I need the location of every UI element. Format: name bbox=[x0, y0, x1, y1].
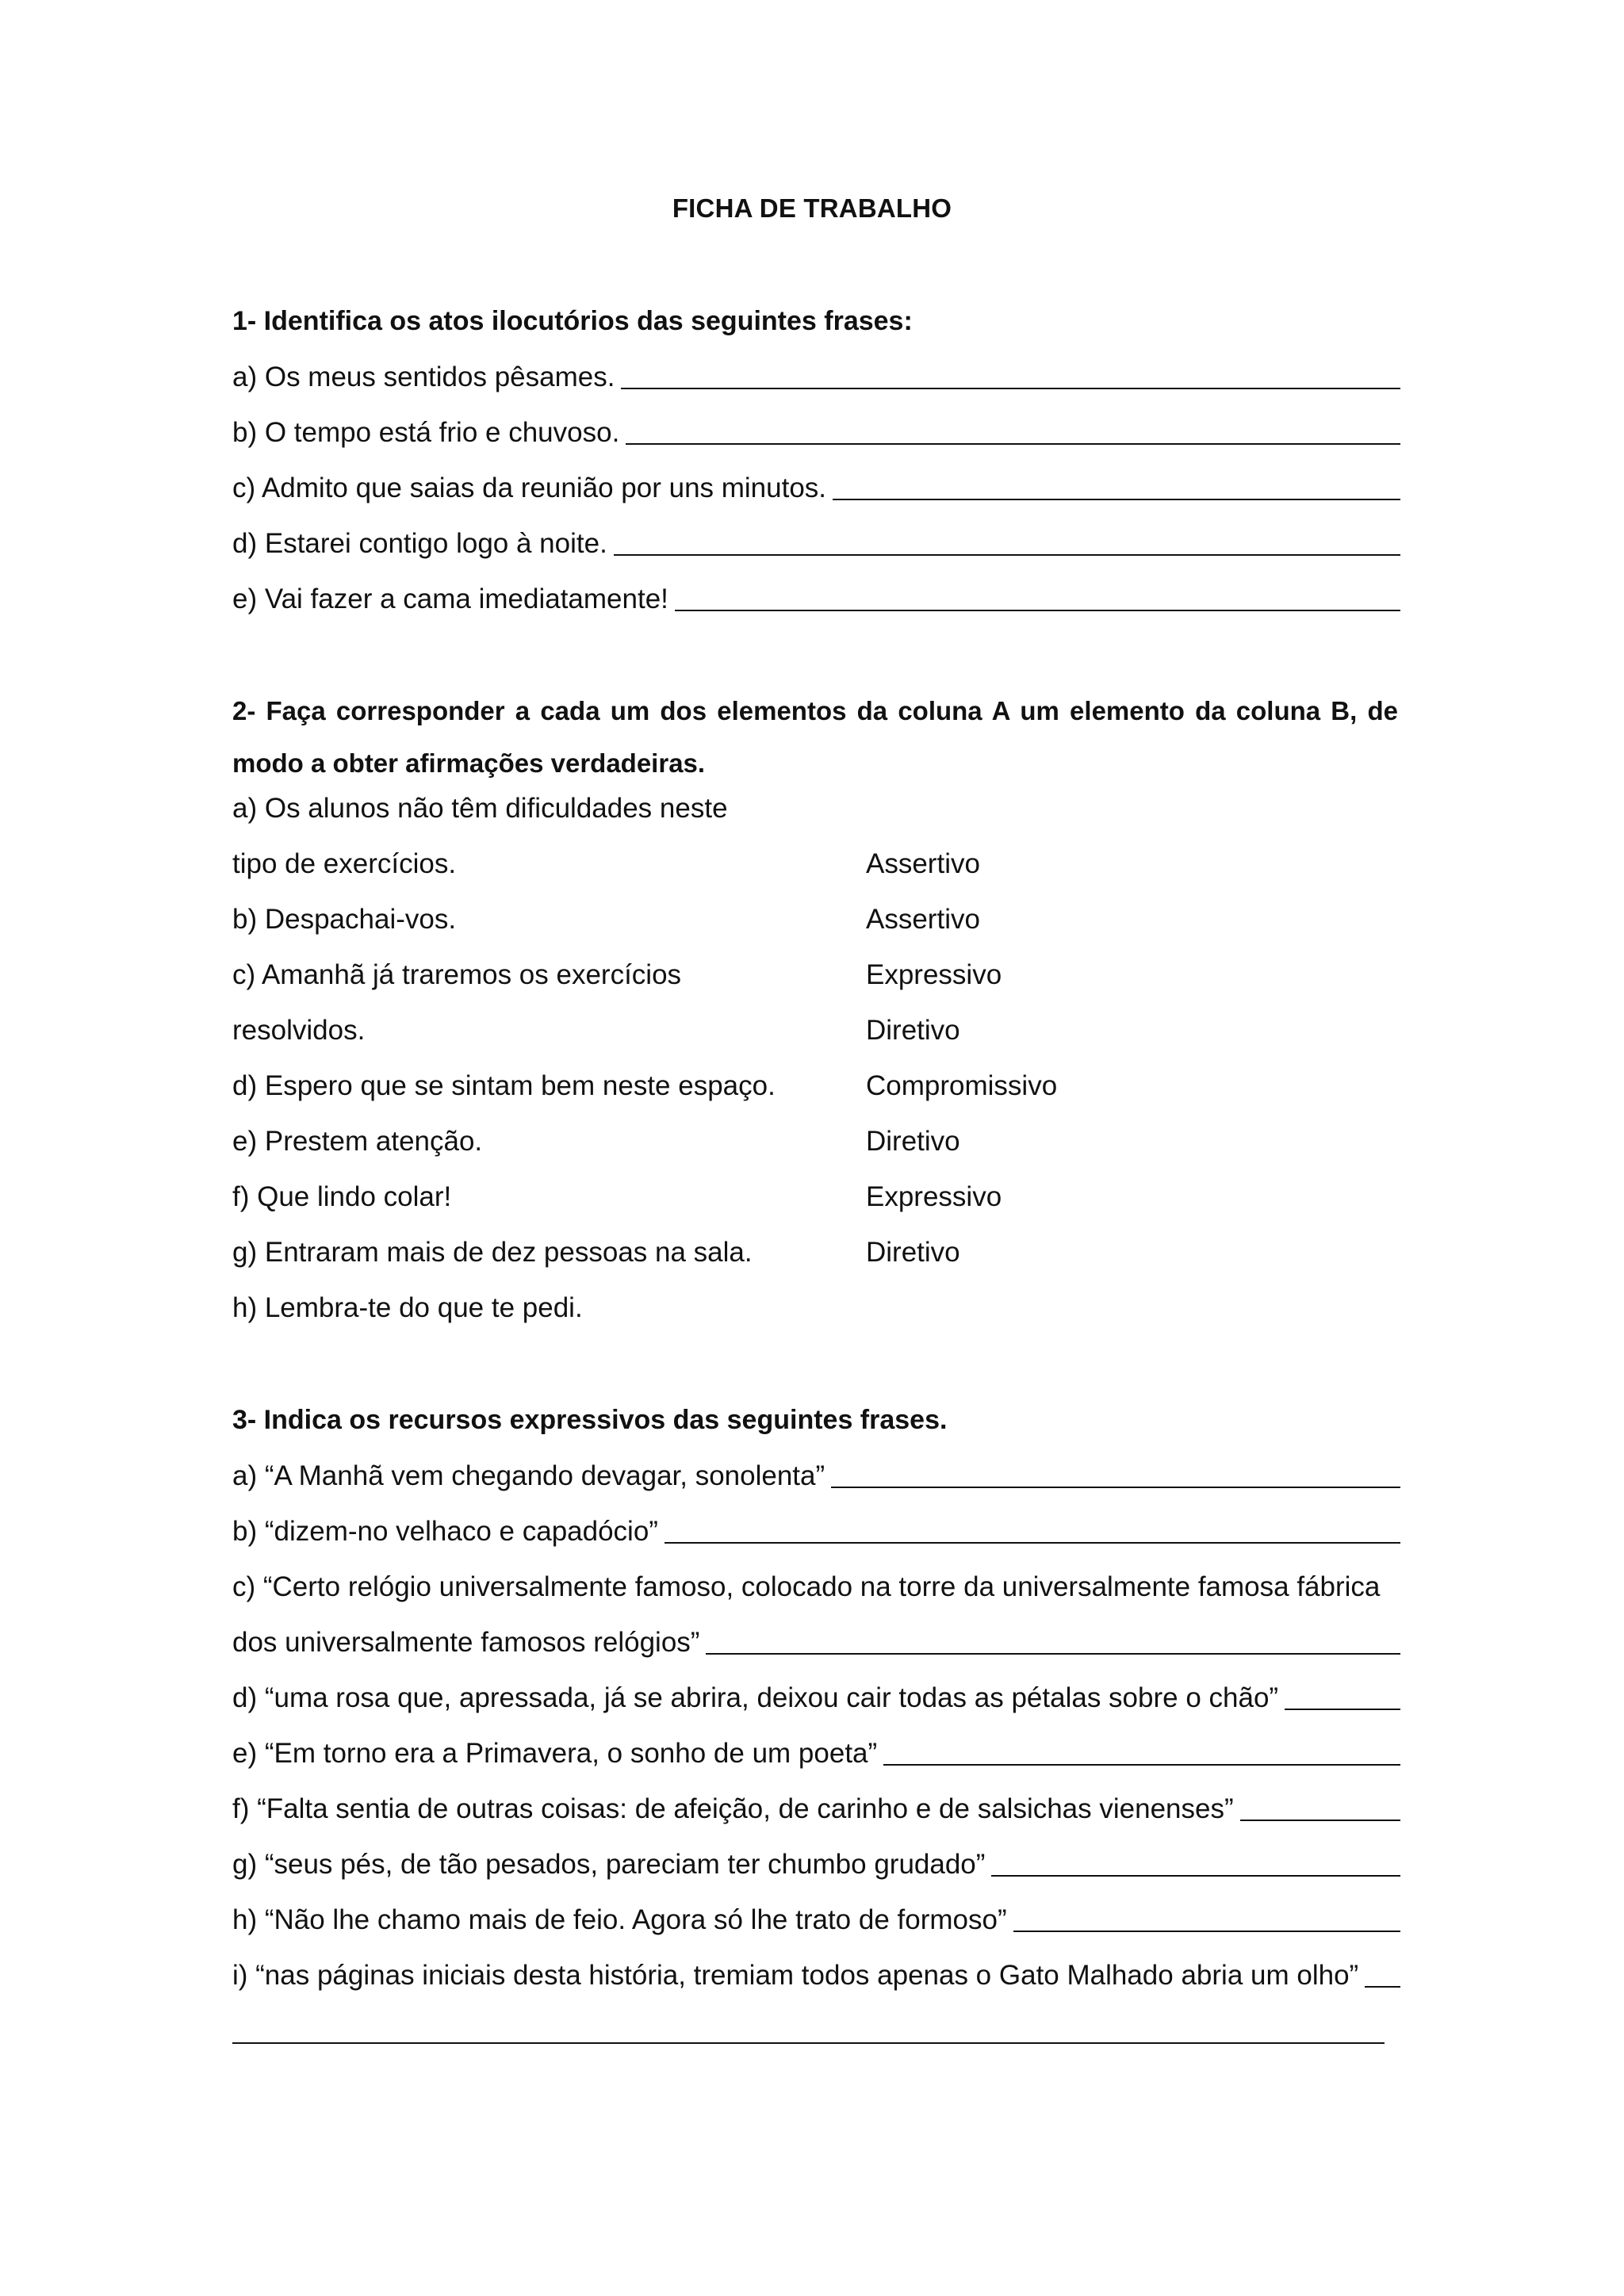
q3-item-b bbox=[232, 1516, 1400, 1548]
page-title: FICHA DE TRABALHO bbox=[672, 193, 952, 223]
q2-col-a-line-1: a) Os alunos não têm dificuldades neste bbox=[232, 793, 728, 824]
q2-col-b-8: Diretivo bbox=[866, 1237, 960, 1268]
q3-item-f bbox=[232, 1793, 1400, 1825]
q3-item-g-text: g) “seus pés, de tão pesados, pareciam ter chumbo grudado” bbox=[232, 1849, 986, 1880]
q2-col-a-line-10: h) Lembra-te do que te pedi. bbox=[232, 1292, 583, 1323]
q1-item-b-text: b) O tempo está frio e chuvoso. bbox=[232, 417, 620, 448]
q1-item-a bbox=[232, 362, 1400, 393]
q1-item-c-text: c) Admito que saias da reunião por uns minutos. bbox=[232, 473, 827, 503]
q3-item-i bbox=[232, 1960, 1400, 1992]
q2-col-a-line-6: d) Espero que se sintam bem neste espaço. bbox=[232, 1070, 776, 1101]
answer-blank[interactable] bbox=[831, 1486, 1400, 1488]
q2-col-b-6: Diretivo bbox=[866, 1126, 960, 1157]
q3-item-i-text: i) “nas páginas iniciais desta história, tremiam todos apenas o Gato Malhado abria um olho” bbox=[232, 1960, 1359, 1991]
q3-item-c-text: dos universalmente famosos relógios” bbox=[232, 1627, 700, 1658]
answer-blank[interactable] bbox=[883, 1763, 1400, 1766]
q2-col-b-7: Expressivo bbox=[866, 1181, 1002, 1212]
q3-item-b-text: b) “dizem-no velhaco e capadócio” bbox=[232, 1516, 658, 1547]
q2-col-a-line-9: g) Entraram mais de dez pessoas na sala. bbox=[232, 1237, 753, 1268]
answer-blank[interactable] bbox=[626, 442, 1400, 445]
q3-item-a bbox=[232, 1460, 1400, 1492]
q1-item-b bbox=[232, 417, 1400, 449]
answer-blank-continuation[interactable] bbox=[232, 2042, 1385, 2044]
q2-col-b-5: Compromissivo bbox=[866, 1070, 1058, 1101]
q1-item-d bbox=[232, 528, 1400, 560]
q3-item-e-text: e) “Em torno era a Primavera, o sonho de um poeta” bbox=[232, 1738, 878, 1769]
q1-heading: 1- Identifica os atos ilocutórios das seguintes frases: bbox=[232, 306, 913, 336]
answer-blank[interactable] bbox=[833, 498, 1400, 500]
answer-blank[interactable] bbox=[1365, 1985, 1400, 1988]
q2-col-b-1: Assertivo bbox=[866, 848, 980, 879]
q1-item-c bbox=[232, 473, 1400, 504]
q3-item-c bbox=[232, 1627, 1400, 1659]
answer-blank[interactable] bbox=[706, 1652, 1400, 1655]
q2-col-a-line-5: resolvidos. bbox=[232, 1015, 366, 1046]
q1-item-d-text: d) Estarei contigo logo à noite. bbox=[232, 528, 607, 559]
q2-col-a-line-2: tipo de exercícios. bbox=[232, 848, 457, 879]
q1-item-e-text: e) Vai fazer a cama imediatamente! bbox=[232, 584, 668, 614]
answer-blank[interactable] bbox=[675, 609, 1400, 611]
q3-item-g bbox=[232, 1849, 1400, 1881]
q2-col-b-3: Expressivo bbox=[866, 959, 1002, 990]
q2-col-a-line-8: f) Que lindo colar! bbox=[232, 1181, 452, 1212]
q3-item-h bbox=[232, 1904, 1400, 1936]
q2-col-b-2: Assertivo bbox=[866, 904, 980, 935]
answer-blank[interactable] bbox=[991, 1874, 1400, 1877]
answer-blank[interactable] bbox=[621, 387, 1400, 389]
q2-col-a-line-3: b) Despachai-vos. bbox=[232, 904, 457, 935]
q3-heading: 3- Indica os recursos expressivos das seguintes frases. bbox=[232, 1405, 948, 1435]
q2-col-a-line-7: e) Prestem atenção. bbox=[232, 1126, 483, 1157]
answer-blank[interactable] bbox=[1285, 1708, 1400, 1710]
q3-item-h-text: h) “Não lhe chamo mais de feio. Agora só lhe trato de formoso” bbox=[232, 1904, 1007, 1935]
q3-item-d-text: d) “uma rosa que, apressada, já se abrira, deixou cair todas as pétalas sobre o chão” bbox=[232, 1682, 1279, 1713]
q1-item-e bbox=[232, 584, 1400, 615]
q3-item-a-text: a) “A Manhã vem chegando devagar, sonolenta” bbox=[232, 1460, 825, 1491]
q2-col-b-4: Diretivo bbox=[866, 1015, 960, 1046]
q2-col-a-line-4: c) Amanhã já traremos os exercícios bbox=[232, 959, 682, 990]
answer-blank[interactable] bbox=[1240, 1819, 1400, 1821]
answer-blank[interactable] bbox=[1013, 1930, 1400, 1932]
q3-item-c-line-1: c) “Certo relógio universalmente famoso, colocado na torre da universalmente famosa fábrica bbox=[232, 1571, 1381, 1602]
q2-heading: 2- Faça corresponder a cada um dos elementos da coluna A um elemento da coluna B, de modo a obter afirmações verdadeiras. bbox=[232, 696, 1398, 778]
q3-item-e bbox=[232, 1738, 1400, 1770]
q3-item-f-text: f) “Falta sentia de outras coisas: de afeição, de carinho e de salsichas vienenses” bbox=[232, 1793, 1234, 1824]
q3-item-d bbox=[232, 1682, 1400, 1714]
q1-item-a-text: a) Os meus sentidos pêsames. bbox=[232, 362, 615, 392]
answer-blank[interactable] bbox=[614, 553, 1400, 556]
answer-blank[interactable] bbox=[665, 1541, 1400, 1544]
